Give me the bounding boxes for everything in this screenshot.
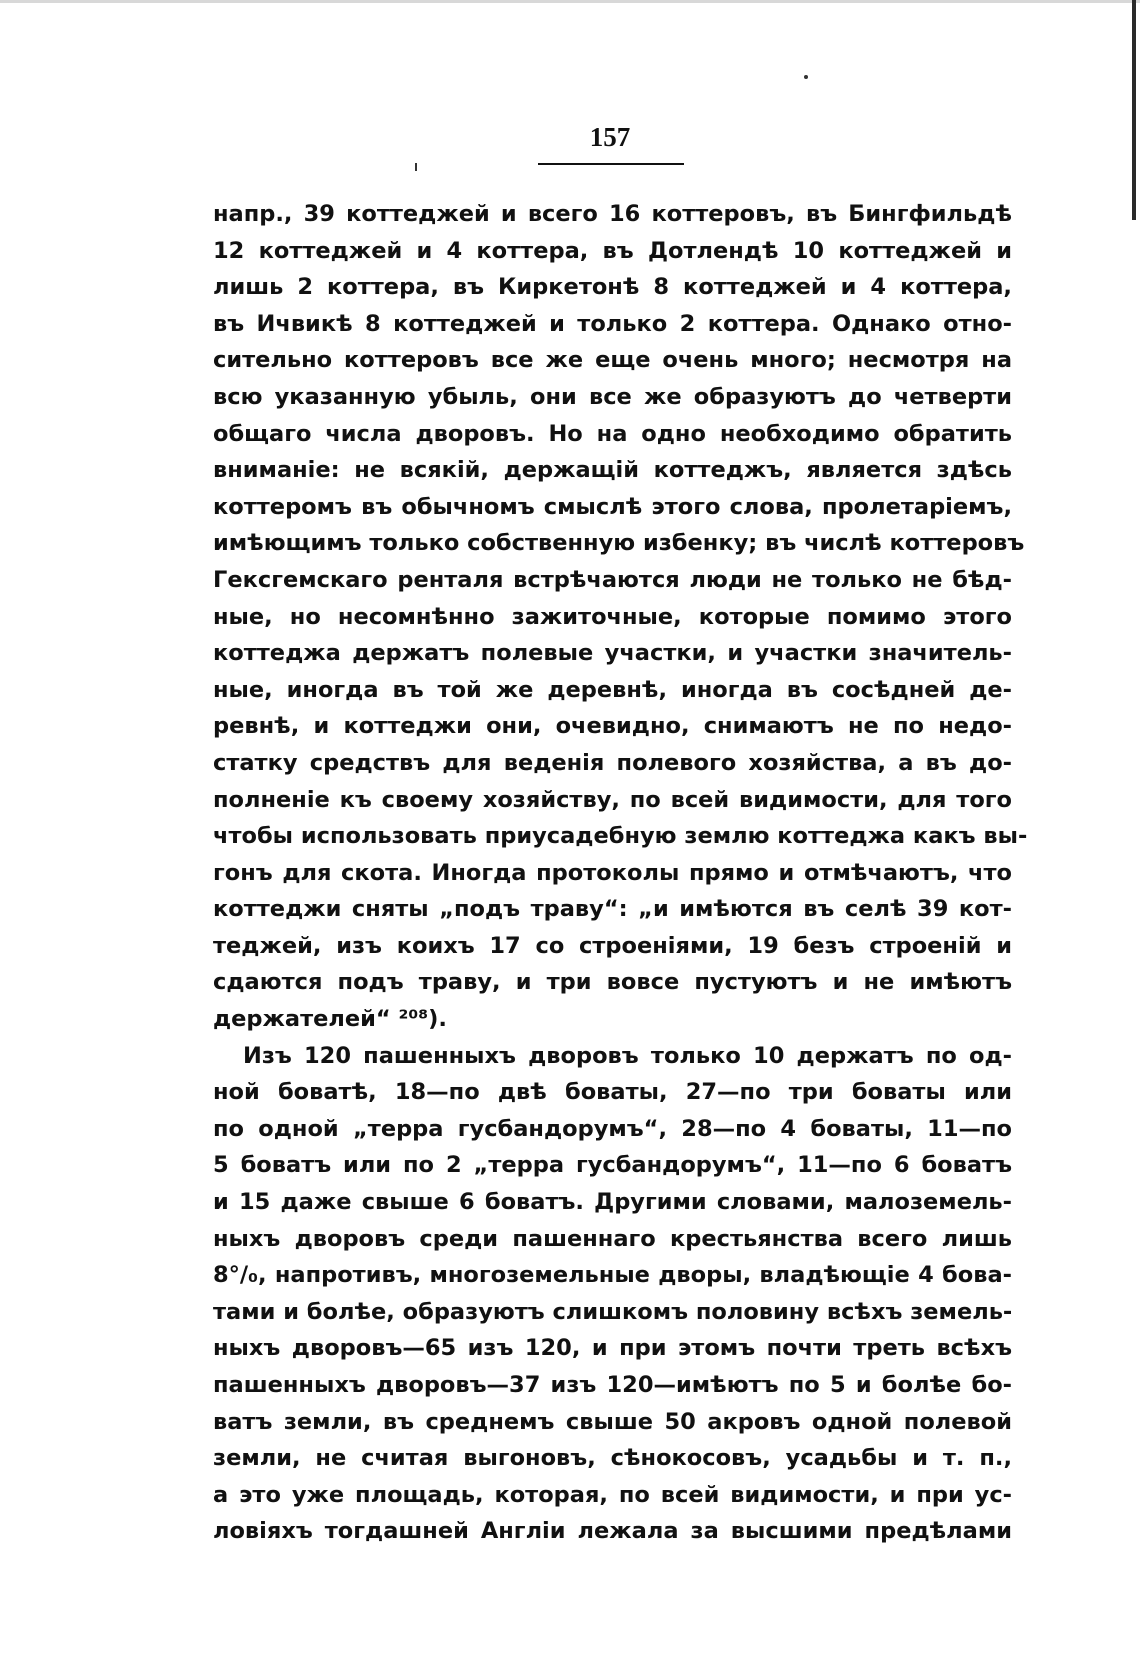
text-line: ревнѣ, и коттеджи они, очевидно, снимаютъ не по недо- <box>213 713 1012 740</box>
text-line: тами и болѣе, образуютъ слишкомъ половину всѣхъ земель- <box>213 1298 1013 1325</box>
text-line: всю указанную убыль, они все же образуютъ до четверти <box>213 383 1012 410</box>
paragraph-1 <box>213 196 1028 1038</box>
text-line: и 15 даже свыше 6 боватъ. Другими словами, малоземель- <box>213 1189 1012 1216</box>
text-line: въ Ичвикѣ 8 коттеджей и только 2 коттера. Однако отно- <box>213 310 1012 337</box>
text-line: лишь 2 коттера, въ Киркетонѣ 8 коттеджей и 4 коттера, <box>213 274 1012 301</box>
text-line: коттеджи сняты „подъ траву“: „и имѣются въ селѣ 39 кот- <box>213 896 1012 923</box>
text-line: по одной „терра гусбандорумъ“, 28—по 4 боваты, 11—по <box>213 1115 1012 1142</box>
text-line: общаго числа дворовъ. Но на одно необходимо обратить <box>213 420 1012 447</box>
scan-top-edge <box>0 0 1140 3</box>
text-line: а это уже площадь, которая, по всей видимости, и при ус- <box>213 1481 1012 1508</box>
text-line: ловіяхъ тогдашней Англіи лежала за высшими предѣлами <box>213 1518 1012 1545</box>
text-line: 5 боватъ или по 2 „терра гусбандорумъ“, 11—по 6 боватъ <box>213 1152 1012 1179</box>
text-line: 8°/₀, напротивъ, многоземельные дворы, владѣющіе 4 бова- <box>213 1262 1012 1289</box>
text-line: ные, но несомнѣнно зажиточные, которые помимо этого <box>213 603 1012 630</box>
text-line: теджей, изъ коихъ 17 со строеніями, 19 безъ строеній и <box>213 932 1012 959</box>
scan-mark <box>415 163 417 171</box>
text-line: Гексгемскаго ренталя встрѣчаются люди не только не бѣд- <box>213 566 1012 593</box>
scan-binding-edge <box>1132 0 1136 220</box>
text-line: полненіе къ своему хозяйству, по всей видимости, для того <box>213 786 1012 813</box>
text-line: 12 коттеджей и 4 коттера, въ Дотлендѣ 10 коттеджей и <box>213 237 1012 264</box>
scan-speck <box>804 75 808 79</box>
page-number: 157 <box>589 122 631 152</box>
text-line: ные, иногда въ той же деревнѣ, иногда въ сосѣдней де- <box>213 676 1012 703</box>
text-line: сдаются подъ траву, и три вовсе пустуютъ и не имѣютъ <box>213 969 1012 996</box>
text-line: пашенныхъ дворовъ—37 изъ 120—имѣютъ по 5 и болѣе бо- <box>213 1372 1012 1398</box>
text-line: коттеромъ въ обычномъ смыслѣ этого слова, пролетаріемъ, <box>213 493 1012 520</box>
text-line: напр., 39 коттеджей и всего 16 коттеровъ, въ Бингфильдѣ <box>213 201 1012 227</box>
text-line: статку средствъ для веденія полевого хозяйства, а въ до- <box>213 749 1012 776</box>
text-line: вниманіе: не всякій, держащій коттеджъ, является здѣсь <box>213 457 1012 484</box>
text-line: ныхъ дворовъ среди пашеннаго крестьянства всего лишь <box>213 1225 1012 1252</box>
page-number-rule <box>538 163 684 165</box>
text-line: коттеджа держатъ полевые участки, и участки значитель- <box>213 640 1012 667</box>
text-line-footnote-ref: держателей“ ²⁰⁸). <box>213 1006 447 1033</box>
text-line: ватъ земли, въ среднемъ свыше 50 акровъ одной полевой <box>213 1408 1012 1435</box>
text-line: ной боватѣ, 18—по двѣ боваты, 27—по три боваты или <box>213 1079 1012 1106</box>
text-line: имѣющимъ только собственную избенку; въ числѣ коттеровъ <box>213 530 1025 557</box>
paragraph-2 <box>213 1038 1012 1550</box>
text-body <box>213 196 1028 1550</box>
text-line: Изъ 120 пашенныхъ дворовъ только 10 держатъ по од- <box>243 1042 1012 1069</box>
text-line: гонъ для скота. Иногда протоколы прямо и отмѣчаютъ, что <box>213 859 1012 886</box>
text-line: чтобы использовать приусадебную землю коттеджа какъ вы- <box>213 823 1028 850</box>
text-line: земли, не считая выгоновъ, сѣнокосовъ, усадьбы и т. п., <box>213 1445 1012 1472</box>
text-line: ныхъ дворовъ—65 изъ 120, и при этомъ почти треть всѣхъ <box>213 1335 1012 1362</box>
text-line: сительно коттеровъ все же еще очень много; несмотря на <box>213 347 1012 374</box>
